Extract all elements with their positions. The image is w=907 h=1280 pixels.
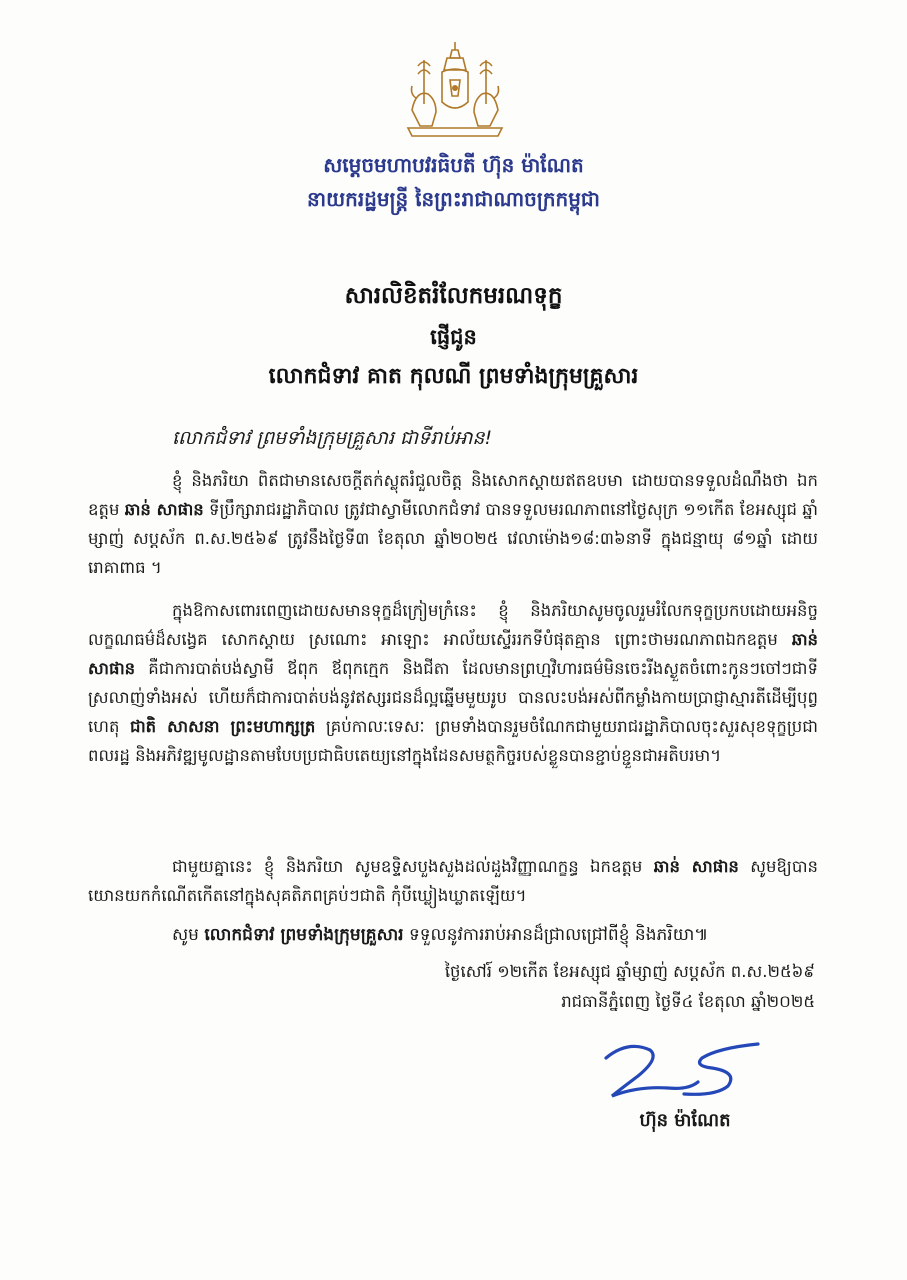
paragraph-announcement: ខ្ញុំ និងភរិយា ពិតជាមានសេចក្តីតក់ស្លុតរំជួលចិត្ត និងសោកស្តាយឥតឧបមា ដោយបានទទួលដំណឹងថា ឯកឧត្តម ឆាន់ សាផាន ទីប្រឹក្សារាជរដ្ឋាភិបាល ត្រូវជាស្វាមីលោកជំទាវ បានទទួលមរណភាពនៅថ្ងៃសុក្រ ១១កើត ខែអស្សុជ ឆ្នាំម្សាញ់ សប្តស័ក ព.ស.២៥៦៩ ត្រូវនឹងថ្ងៃទី៣ ខែតុលា ឆ្នាំ២០២៥ វេលាម៉ោង១៨:៣៦នាទី ក្នុងជន្មាយុ ៨១ឆ្នាំ ដោយរោគាពាធ ។ — [88, 471, 818, 577]
deceased-name: ឆាន់ សាផាន — [653, 857, 739, 876]
national-motto: ជាតិ សាសនា ព្រះមហាក្សត្រ — [129, 717, 316, 736]
sender-position: នាយករដ្ឋមន្ត្រី នៃព្រះរាជាណាចក្រកម្ពុជា — [307, 187, 600, 211]
royal-coat-of-arms-icon — [402, 40, 508, 140]
sent-to-label: ផ្ញើជូន — [430, 325, 477, 349]
deceased-name: ឆាន់ សាផាន — [124, 500, 204, 519]
letter-title: សារលិខិតរំលែកមរណទុក្ខ — [344, 283, 563, 309]
paragraph-condolence: ក្នុងឱកាសពោរពេញដោយសមានទុក្ខដ៏ក្រៀមក្រំនេះ ខ្ញុំ និងភរិយាសូមចូលរួមរំលែកទុក្ខប្រកបដោយអនិច្ចលក្ខណធម៌ដ៏សង្វេគ សោកស្តាយ ស្រណោះ អាឡោះ អាល័យស្ទើររកទីបំផុតគ្មាន ព្រោះថាមរណភាពឯកឧត្តម ឆាន់ សាផាន គឺជាការបាត់បង់ស្វាមី ឪពុក ឪពុកក្មេក និងជីតា ដែលមានព្រហ្មវិហារធម៌មិនចេះរីងស្ងួតចំពោះកូនៗចៅៗជាទីស្រលាញ់ទាំងអស់ ហើយក៏ជាការបាត់បង់នូវឥស្សរជនដ៏ល្អឆ្នើមមួយរូប បានលះបង់អស់ពីកម្លាំងកាយប្រាជ្ញាស្មារតីដើម្បីបុព្វហេតុ ជាតិ សាសនា ព្រះមហាក្សត្រ គ្រប់កាលៈទេសៈ ព្រមទាំងបានរួមចំណែកជាមួយរាជរដ្ឋាភិបាលចុះសួរសុខទុក្ខប្រជាពលរដ្ឋ និងអភិវឌ្ឍមូលដ្ឋានតាមបែបប្រជាធិបតេយ្យនៅក្នុងដែនសមត្ថកិច្ចរបស់ខ្លួនបានខ្ជាប់ខ្ជួនជាអតិបរមា។ — [88, 601, 818, 765]
paragraph-dedication: ជាមួយគ្នានេះ ខ្ញុំ និងភរិយា សូមឧទ្ទិសបួងសួងដល់ដួងវិញ្ញាណក្ខន្ធ ឯកឧត្តម ឆាន់ សាផាន សូមឱ្យបានយោនយកកំណើតកើតនៅក្នុងសុគតិភពគ្រប់ៗជាតិ កុំបីឃ្លៀងឃ្លាតឡើយ។ — [88, 857, 818, 905]
deceased-name: ឆាន់ សាផាន — [88, 630, 818, 678]
signer-name: ហ៊ុន ម៉ាណែត — [639, 1110, 731, 1131]
handwritten-signature-icon — [598, 1036, 768, 1106]
date-solar: រាជធានីភ្នំពេញ ថ្ងៃទី៤ ខែតុលា ឆ្នាំ២០២៥ — [561, 992, 815, 1011]
closing-recipient: លោកជំទាវ ព្រមទាំងក្រុមគ្រួសារ — [204, 925, 404, 945]
salutation: លោកជំទាវ ព្រមទាំងក្រុមគ្រួសារ ជាទីរាប់អាន! — [172, 427, 493, 449]
recipient-name: លោកជំទាវ គាត កុលណី ព្រមទាំងក្រុមគ្រួសារ — [268, 364, 639, 389]
sender-title: សម្ដេចមហាបវរធិបតី ហ៊ុន ម៉ាណែត — [323, 153, 584, 177]
date-lunar: ថ្ងៃសៅរ៍ ១២កើត ខែអស្សុជ ឆ្នាំម្សាញ់ សប្តស័ក ព.ស.២៥៦៩ — [444, 962, 815, 981]
closing-line: សូម លោកជំទាវ ព្រមទាំងក្រុមគ្រួសារ ទទួលនូវការរាប់អានដ៏ជ្រាលជ្រៅពីខ្ញុំ និងភរិយា៕ — [172, 925, 709, 945]
